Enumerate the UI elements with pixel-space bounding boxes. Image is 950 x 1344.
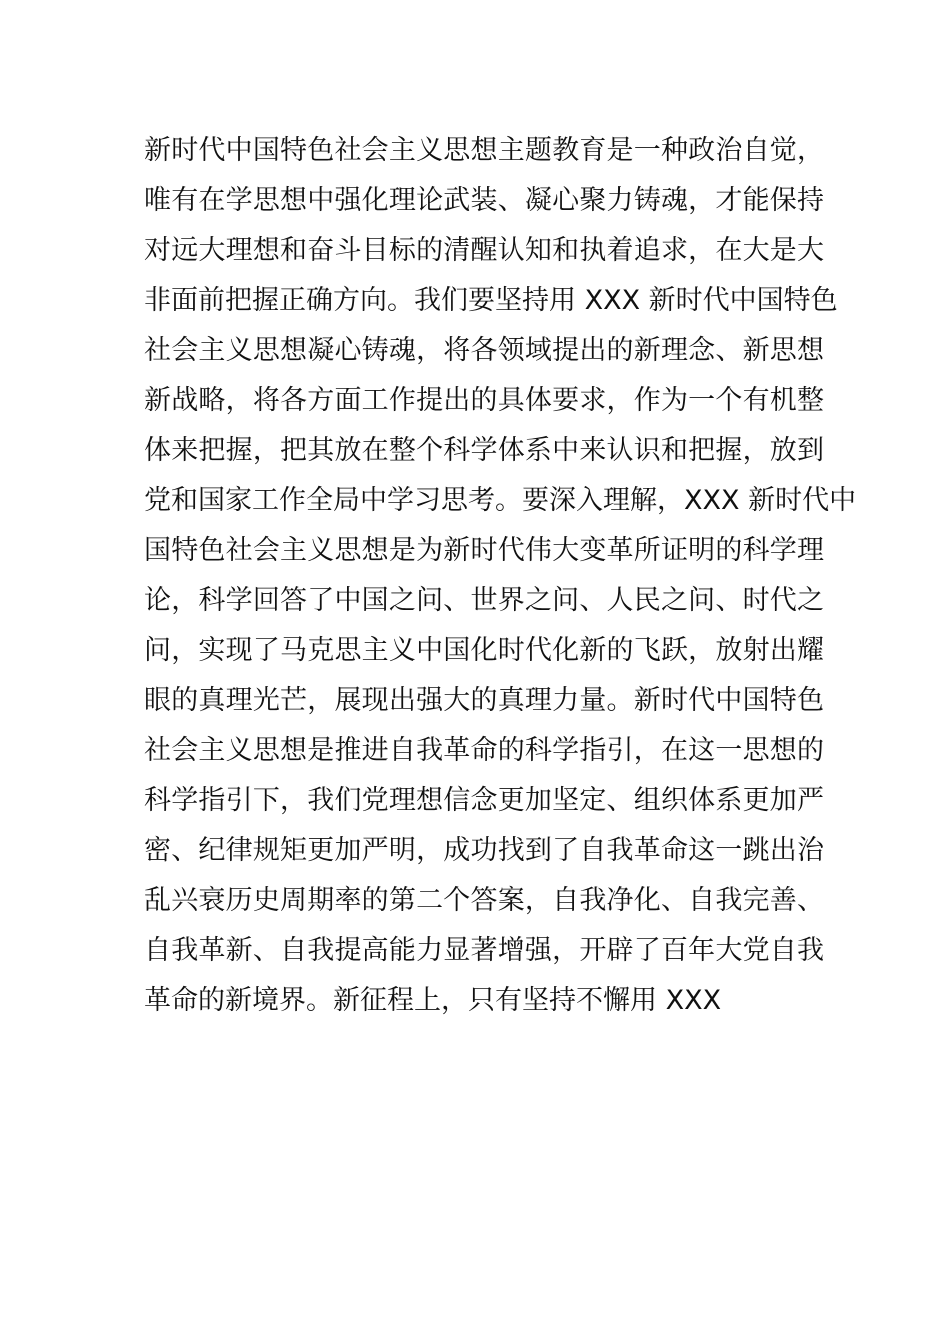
text-line-12: 眼的真理光芒，展现出强大的真理力量。新时代中国特色	[144, 685, 824, 716]
text-line-8: 党和国家工作全局中学习思考。要深入理解，XXX 新时代中	[144, 485, 857, 516]
text-line-15: 密、纪律规矩更加严明，成功找到了自我革命这一跳出治	[144, 835, 824, 866]
text-line-5: 社会主义思想凝心铸魂，将各领域提出的新理念、新思想	[144, 335, 824, 366]
text-line-3: 对远大理想和奋斗目标的清醒认知和执着追求，在大是大	[144, 235, 824, 266]
text-line-13: 社会主义思想是推进自我革命的科学指引，在这一思想的	[144, 735, 824, 766]
text-line-16: 乱兴衰历史周期率的第二个答案，自我净化、自我完善、	[144, 885, 824, 916]
text-line-6: 新战略，将各方面工作提出的具体要求，作为一个有机整	[144, 385, 824, 416]
text-line-4: 非面前把握正确方向。我们要坚持用 XXX 新时代中国特色	[144, 285, 838, 316]
text-line-17: 自我革新、自我提高能力显著增强，开辟了百年大党自我	[144, 935, 824, 966]
text-line-11: 问，实现了马克思主义中国化时代化新的飞跃，放射出耀	[144, 635, 824, 666]
text-line-10: 论，科学回答了中国之问、世界之问、人民之问、时代之	[144, 585, 824, 616]
text-line-2: 唯有在学思想中强化理论武装、凝心聚力铸魂，才能保持	[144, 185, 824, 216]
text-line-14: 科学指引下，我们党理想信念更加坚定、组织体系更加严	[144, 785, 824, 816]
text-line-1: 新时代中国特色社会主义思想主题教育是一种政治自觉，	[144, 135, 824, 166]
body-paragraph	[144, 126, 857, 1026]
text-line-9: 国特色社会主义思想是为新时代伟大变革所证明的科学理	[144, 535, 824, 566]
text-line-7: 体来把握，把其放在整个科学体系中来认识和把握，放到	[144, 435, 824, 466]
text-line-18: 革命的新境界。新征程上，只有坚持不懈用 XXX	[144, 985, 722, 1016]
